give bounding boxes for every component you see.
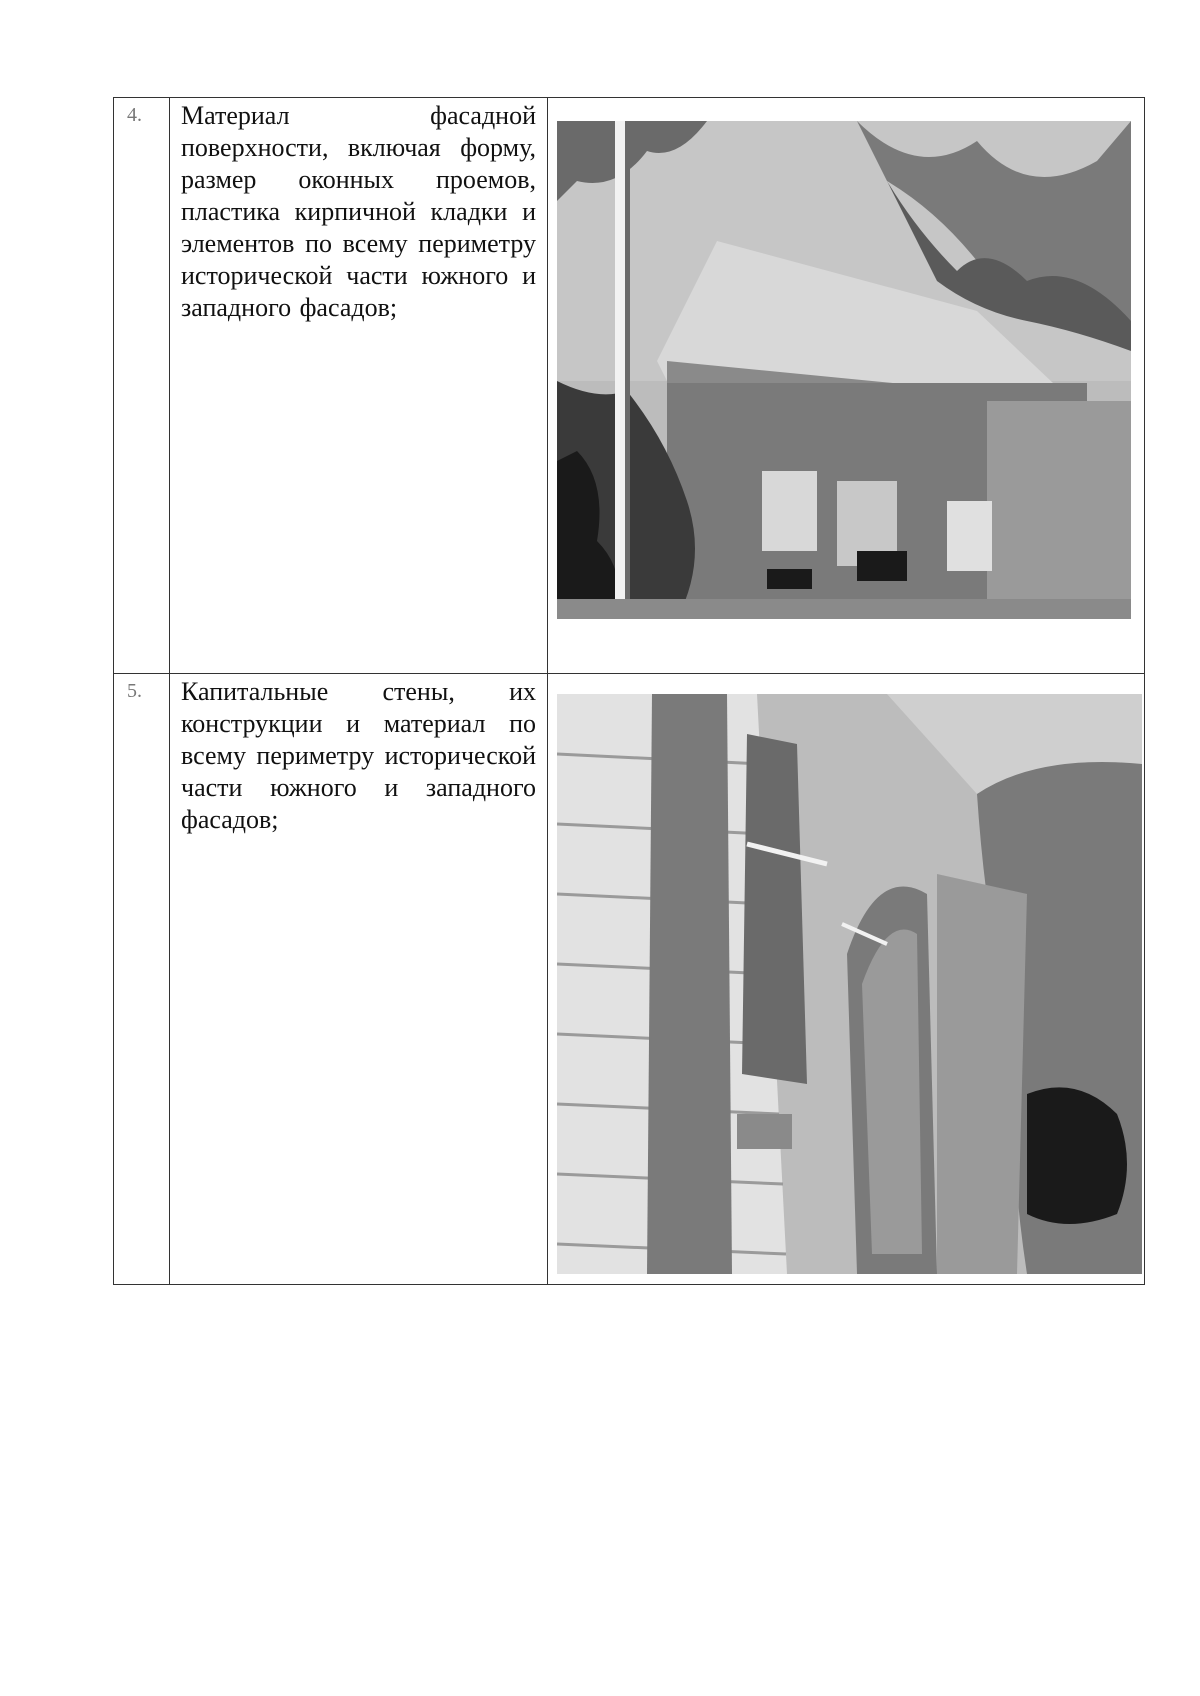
description-cell (170, 674, 548, 1285)
photo-cell (548, 674, 1145, 1285)
photo-cell (548, 98, 1145, 674)
photo-building-exterior (557, 121, 1131, 619)
row-number-cell (114, 98, 170, 674)
photo-wall-arch (557, 694, 1142, 1274)
row-number: 5. (127, 680, 142, 702)
row-description: Капитальные стены, их конструкции и материал по всему периметру исторической части южного и западного фасадов; (181, 677, 536, 834)
row-number: 4. (127, 104, 142, 126)
row-description: Материал фасадной поверхности, включая форму, размер оконных проемов, пластика кирпичной кладки и элементов по всему периметру исторической части южного и западного фасадов; (181, 101, 536, 322)
monuments-table (113, 97, 1145, 1285)
description-cell (170, 98, 548, 674)
table-row (114, 674, 1145, 1285)
row-number-cell (114, 674, 170, 1285)
table-row (114, 98, 1145, 674)
